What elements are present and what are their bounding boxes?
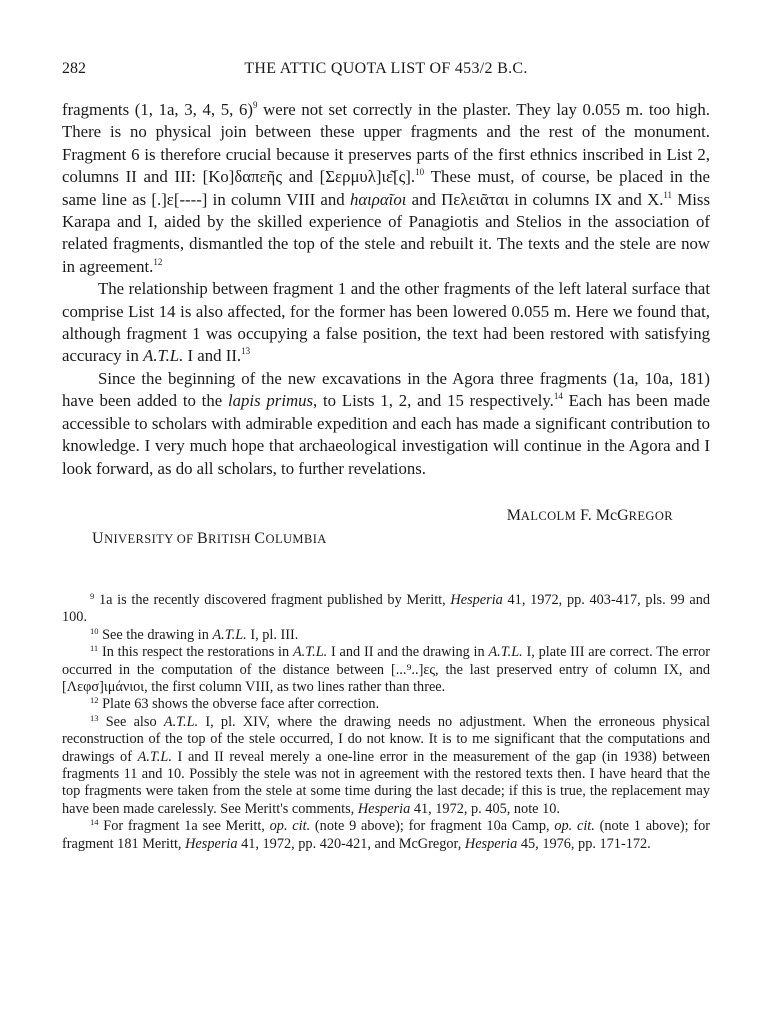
body-text [62, 99, 710, 480]
footnote-9: $^9$ 1a is the recently discovered fragment published by Meritt, Hesperia 41, 1972, pp. 403-417, pls. 99 and 100. [62, 591, 711, 626]
footnote-ref-9[interactable]: 9 [252, 100, 258, 110]
author-signature: MALCOLM F. McGREGOR [506, 507, 673, 524]
paragraph-2: The relationship between fragment 1 and the other fragments of the left lateral surface that comprise List 14 is also affected, for the former has been lowered 0.055 m. Here we found that, although fragment 1 was occupying a false position, the text had been restored with satisfying accuracy in A.T.L. I and II.$^{13}$ [62, 279, 710, 366]
footnote-ref-10[interactable]: 10 [415, 167, 425, 178]
paragraph-1: fragments (1, 1a, 3, 4, 5, 6)$^9$ were not set correctly in the plaster. They lay 0.055 m. too high. There is no physical join between these upper fragments and the rest of the monument. Fragment 6 is therefore crucial because it preserves parts of the first ethnics inscribed in List 2, columns II and III: [Κο]δαπεῆς and [Σερμυλ]ιε͂[ς].$^{10}$ These must, of course, be placed in the same line as [.]ε[----] in column VIII and hαιραῖοι and Πελειᾶται in columns IX and X.$^{11}$ Miss Karapa and I, aided by the skilled experience of Panagiotis and Stelios in the association of related fragments, dismantled the top of the stele and rebuilt it. The texts and the stele are now in agreement.$^{12}$ [62, 100, 710, 276]
footnote-ref-14[interactable]: 14 [553, 391, 563, 402]
footnote-14: $^{14}$ For fragment 1a see Meritt, op. cit. (note 9 above); for fragment 10a Camp, op. cit. (note 1 above); for fragment 181 Meritt, Hesperia 41, 1972, pp. 420-421, and McGregor, Hesperia 45, 1976, pp. 171-172. [62, 817, 710, 852]
footnote-ref-12[interactable]: 12 [153, 256, 163, 267]
footnotes [62, 592, 710, 853]
page-header [62, 60, 710, 84]
page-number: 282 [62, 60, 86, 77]
running-title: THE ATTIC QUOTA LIST OF 453/2 B.C. [244, 60, 528, 77]
footnote-12: $^{12}$ Plate 63 shows the obverse face after correction. [90, 695, 380, 713]
author-affiliation: UNIVERSITY OF BRITISH COLUMBIA [92, 530, 327, 547]
paragraph-3: Since the beginning of the new excavations in the Agora three fragments (1a, 10a, 181) have been added to the lapis primus, to Lists 1, 2, and 15 respectively.$^{14}$ Each has been made accessible to scholars with admirable expedition and each has made a significant contribution to knowledge. I very much hope that archaeological investigation will continue in the Agora and I look forward, as do all scholars, to further revelations. [62, 368, 710, 478]
footnote-ref-13[interactable]: 13 [241, 346, 251, 357]
footnote-11: $^{11}$ In this respect the restorations in A.T.L. I and II and the drawing in A.T.L. I, plate III are correct. The error occurred in the computation of the distance between [...⁹..]ες, the last preserved entry of column IX, and [Λεφσ]ιμάνιοι, the first column VIII, as two lines rather than three. [62, 643, 711, 696]
footnote-13: $^{13}$ See also A.T.L. I, pl. XIV, where the drawing needs no adjustment. When the erroneous physical reconstruction of the top of the stele occurred, I do not know. It is to me significant that the computations and drawings of A.T.L. I and II reveal merely a one-line error in the measurement of the gap (in 1938) between fragments 11 and 10. Possibly the stele was not in agreement with the restored texts then. I have heard that the top fragments were taken from the stele at some time during the last decade; if this is true, the replacement may have been made carelessly. See Meritt's comments, Hesperia 41, 1972, p. 405, note 10. [62, 712, 710, 817]
footnote-10: $^{10}$ See the drawing in A.T.L. I, pl. III. [90, 625, 299, 643]
footnote-ref-11[interactable]: 11 [663, 189, 673, 200]
